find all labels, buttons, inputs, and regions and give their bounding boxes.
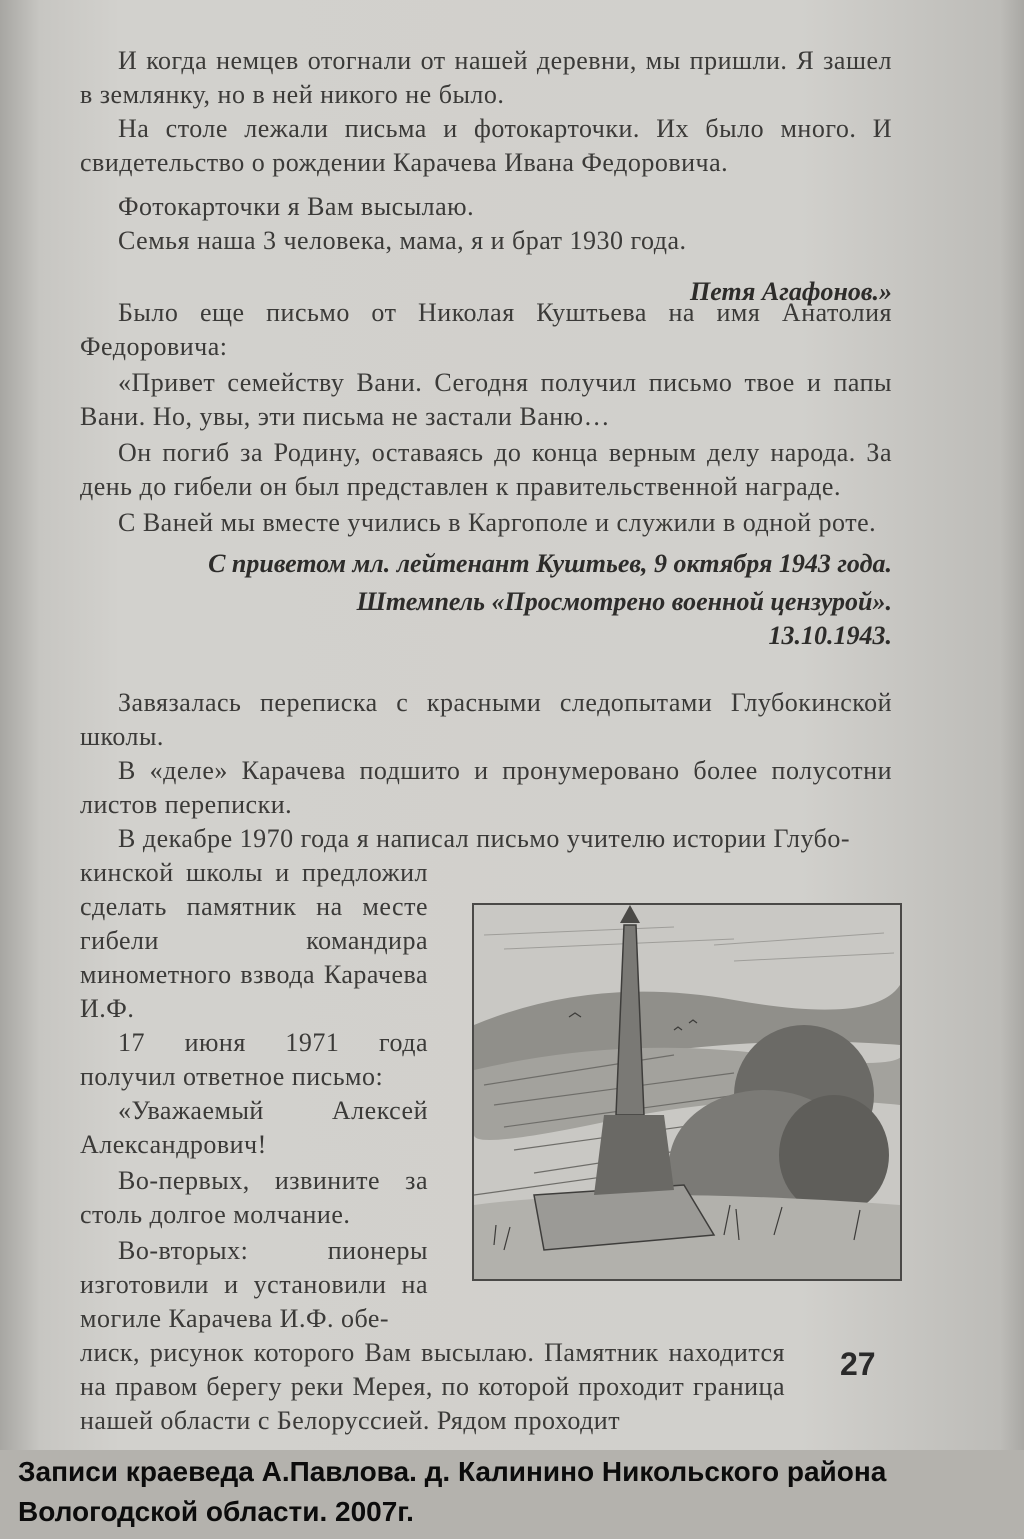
letter-paragraph: Во-первых, извините за столь долгое молчание. bbox=[80, 1166, 428, 1229]
paragraph: На столе лежали письма и фотокарточки. Их было много. И свидетельство о рождении Карачева Ивана Федоровича. bbox=[80, 114, 892, 177]
letter-paragraph: лиск, рисунок которого Вам высылаю. Памятник находится на правом берегу реки Мерея, по которой проходит граница нашей области с Белоруссией. Рядом проходит bbox=[80, 1338, 785, 1435]
paragraph: кинской школы и предложил сделать памятник на месте гибели командира минометного взвода Карачева И.Ф. bbox=[80, 858, 428, 1023]
photo-caption: Записи краеведа А.Павлова. д. Калинино Никольского района Вологодской области. 2007г. bbox=[18, 1456, 887, 1527]
obelisk-drawing bbox=[472, 903, 902, 1281]
letter-paragraph: С Ваней мы вместе учились в Каргополе и служили в одной роте. bbox=[118, 508, 877, 537]
paragraph: И когда немцев отогнали от нашей деревни, мы пришли. Я зашел в землянку, но в ней никого не было. bbox=[80, 46, 892, 109]
paragraph: В декабре 1970 года я написал письмо учителю истории Глубо- bbox=[118, 824, 851, 853]
censor-stamp: Штемпель «Просмотрено военной цензурой». bbox=[356, 587, 892, 616]
signature: С приветом мл. лейтенант Куштьев, 9 октября 1943 года. bbox=[208, 549, 892, 578]
paragraph: 17 июня 1971 года получил ответное письмо: bbox=[80, 1028, 428, 1091]
paragraph: Фотокарточки я Вам высылаю. bbox=[118, 192, 475, 221]
letter-paragraph: Во-вторых: пионеры изготовили и установили на могиле Карачева И.Ф. обе- bbox=[80, 1236, 428, 1333]
signature: Петя Агафонов.» bbox=[690, 277, 892, 306]
page-number: 27 bbox=[840, 1346, 876, 1382]
letter-paragraph: «Привет семейству Вани. Сегодня получил письмо твое и папы Вани. Но, увы, эти письма не застали Ваню… bbox=[80, 368, 892, 431]
paragraph: Было еще письмо от Николая Куштьева на имя Анатолия Федоровича: bbox=[80, 298, 892, 361]
letter-paragraph: «Уважаемый Алексей Александрович! bbox=[80, 1096, 428, 1159]
stamp-date: 13.10.1943. bbox=[768, 621, 892, 650]
paragraph: Семья наша 3 человека, мама, я и брат 1930 года. bbox=[118, 226, 687, 255]
paragraph: В «деле» Карачева подшито и пронумеровано более полусотни листов переписки. bbox=[80, 756, 892, 819]
letter-paragraph: Он погиб за Родину, оставаясь до конца верным делу народа. За день до гибели он был представлен к правительственной награде. bbox=[80, 438, 892, 501]
obelisk-sketch-svg bbox=[474, 905, 900, 1279]
paragraph: Завязалась переписка с красными следопытами Глубокинской школы. bbox=[80, 688, 892, 751]
